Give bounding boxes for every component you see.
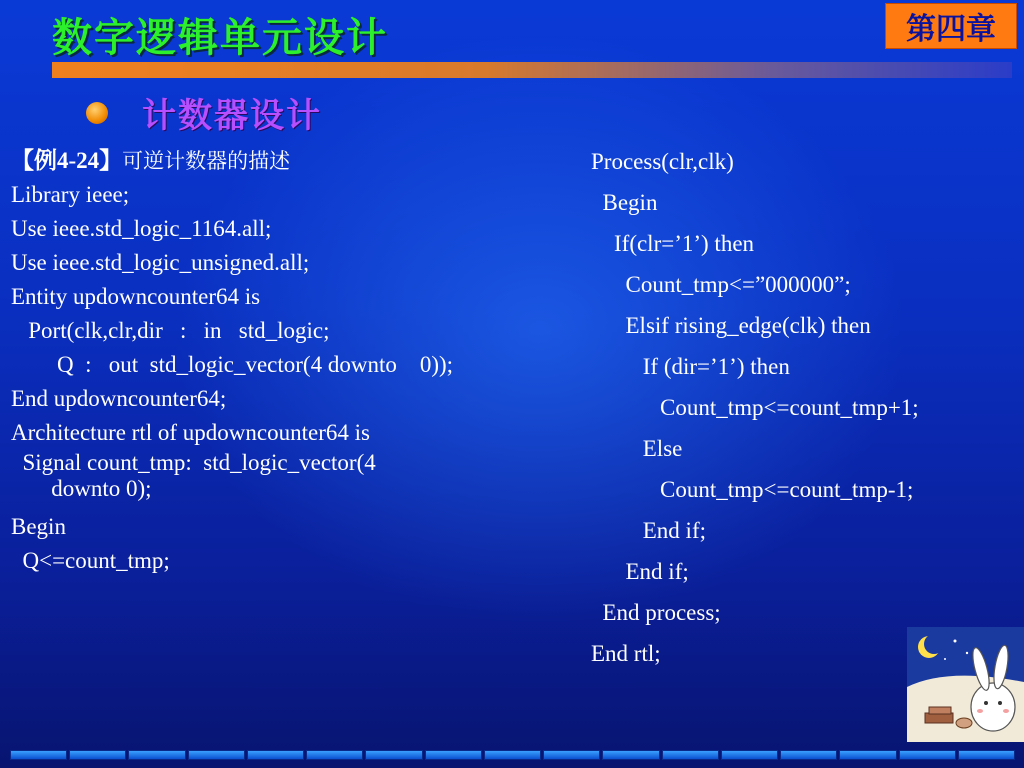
code-line: Count_tmp<=count_tmp+1; bbox=[591, 395, 919, 420]
code-line: Signal count_tmp: std_logic_vector(4 downto 0); bbox=[22, 450, 376, 501]
footer-segment bbox=[425, 750, 482, 760]
footer-segment bbox=[662, 750, 719, 760]
footer-segment bbox=[780, 750, 837, 760]
section-heading-text: 计数器设计 bbox=[142, 96, 322, 136]
footer-segment bbox=[128, 750, 185, 760]
orange-bullet-icon bbox=[86, 102, 108, 124]
example-caption bbox=[11, 144, 571, 178]
code-line: Else bbox=[591, 436, 683, 461]
footer-segment bbox=[247, 750, 304, 760]
code-line: Q : out std_logic_vector(4 downto 0)); bbox=[11, 352, 454, 377]
footer-segment bbox=[721, 750, 778, 760]
code-line: Begin bbox=[11, 514, 66, 539]
example-label: 【例4-24】 bbox=[11, 148, 123, 173]
code-line: Process(clr,clk) bbox=[591, 149, 734, 174]
code-block-left bbox=[11, 144, 571, 578]
code-line: Architecture rtl of updowncounter64 is bbox=[11, 420, 370, 445]
code-line: Count_tmp<=count_tmp-1; bbox=[591, 477, 914, 502]
footer-segment bbox=[958, 750, 1015, 760]
code-line: Count_tmp<=”000000”; bbox=[591, 272, 851, 297]
footer-segment bbox=[10, 750, 67, 760]
footer-segment bbox=[839, 750, 896, 760]
example-description: 可逆计数器的描述 bbox=[122, 149, 291, 173]
code-line: Begin bbox=[591, 190, 658, 215]
footer-segment bbox=[543, 750, 600, 760]
code-line: Q<=count_tmp; bbox=[11, 548, 170, 573]
footer-segment bbox=[899, 750, 956, 760]
code-line: Library ieee; bbox=[11, 182, 130, 207]
footer-segment bbox=[484, 750, 541, 760]
code-line: Port(clk,clr,dir : in std_logic; bbox=[11, 318, 330, 343]
footer-segment bbox=[69, 750, 126, 760]
section-heading bbox=[86, 88, 322, 137]
title-underline-bar bbox=[52, 62, 1012, 78]
code-line: Entity updowncounter64 is bbox=[11, 284, 261, 309]
footer-decoration bbox=[10, 750, 1015, 760]
code-line: End if; bbox=[591, 559, 689, 584]
code-line: Elsif rising_edge(clk) then bbox=[591, 313, 871, 338]
code-line: Use ieee.std_logic_1164.all; bbox=[11, 216, 272, 241]
footer-segment bbox=[602, 750, 659, 760]
code-line: End rtl; bbox=[591, 641, 661, 666]
code-line: End if; bbox=[591, 518, 706, 543]
code-line: End updowncounter64; bbox=[11, 386, 227, 411]
chapter-badge: 第四章 bbox=[885, 3, 1017, 49]
moon-rabbit-illustration bbox=[907, 627, 1024, 742]
slide-title: 数字逻辑单元设计 bbox=[52, 15, 388, 61]
code-line: Use ieee.std_logic_unsigned.all; bbox=[11, 250, 310, 275]
code-line: If(clr=’1’) then bbox=[591, 231, 755, 256]
code-line: End process; bbox=[591, 600, 721, 625]
footer-segment bbox=[188, 750, 245, 760]
moon-rabbit-icon bbox=[907, 627, 1024, 742]
footer-segment bbox=[365, 750, 422, 760]
code-line: If (dir=’1’) then bbox=[591, 354, 790, 379]
code-block-right bbox=[591, 141, 1011, 674]
footer-segment bbox=[306, 750, 363, 760]
